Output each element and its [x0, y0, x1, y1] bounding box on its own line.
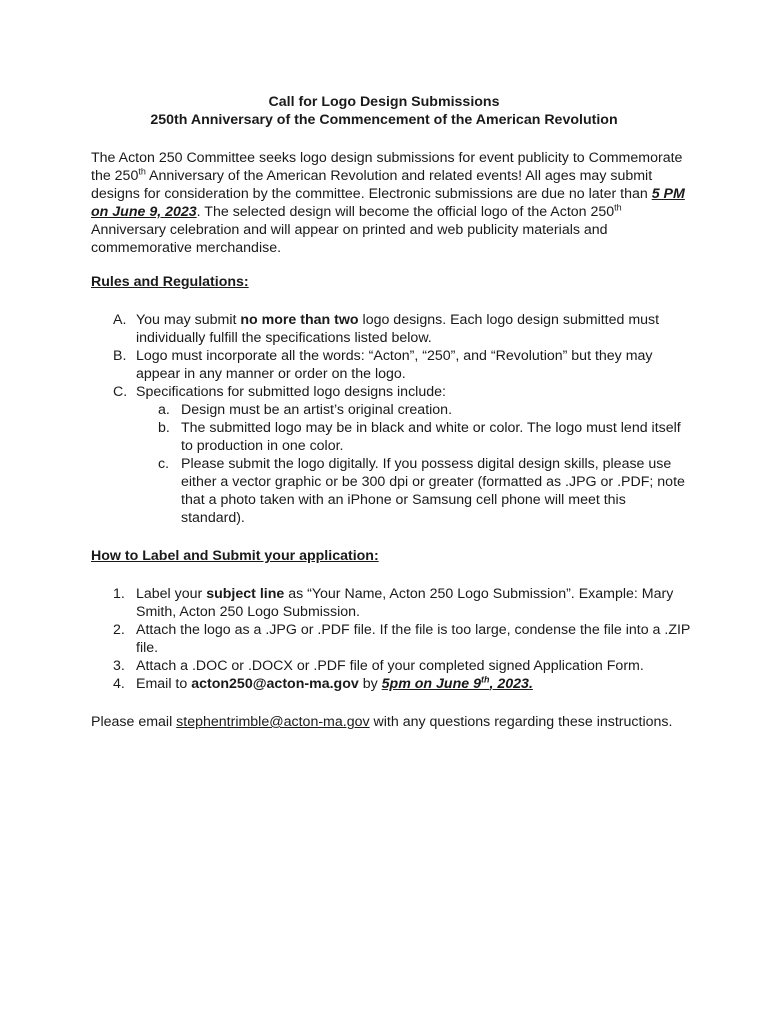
step-4-text-1: Email to: [136, 676, 192, 692]
specifications-list: [136, 401, 691, 527]
spec-marker: a.: [158, 402, 170, 418]
intro-text-3: . The selected design will become the official logo of the Acton 250: [196, 204, 615, 220]
closing-text-2: with any questions regarding these instructions.: [369, 714, 673, 730]
rule-a-bold: no more than two: [240, 312, 359, 328]
rule-marker-b: B.: [113, 348, 127, 364]
intro-sup-2: th: [614, 202, 622, 213]
step-1-bold: subject line: [206, 586, 285, 602]
rules-heading: Rules and Regulations:: [91, 274, 249, 290]
step-3-text: Attach a .DOC or .DOCX or .PDF file of your completed signed Application Form.: [136, 658, 644, 674]
step-2-text: Attach the logo as a .JPG or .PDF file. If the file is too large, condense the file into a .ZIP file.: [136, 622, 691, 656]
closing-text-1: Please email: [91, 714, 177, 730]
rule-marker-a: A.: [113, 312, 127, 328]
intro-text-2: Anniversary of the American Revolution and related events! All ages may submit designs for consideration by the committee. Electronic submissions are due no later than: [91, 168, 653, 202]
closing-paragraph: [91, 713, 691, 731]
step-marker-4: 4.: [113, 676, 125, 692]
step-item-1: [91, 585, 691, 621]
spec-marker: b.: [158, 420, 170, 436]
intro-text-4: Anniversary celebration and will appear on printed and web publicity materials and commemorative merchandise.: [91, 222, 608, 256]
rule-a-text-2: logo designs. Each logo design submitted must individually fulfill the specifications listed below.: [136, 312, 660, 346]
step-item-3: [91, 657, 691, 675]
step-4-text-2: by: [358, 676, 382, 692]
step-marker-2: 2.: [113, 622, 125, 638]
step-marker-1: 1.: [113, 586, 125, 602]
rule-b-text: Logo must incorporate all the words: “Acton”, “250”, and “Revolution” but they may appear in any manner or order on the logo.: [136, 348, 653, 382]
step-marker-3: 3.: [113, 658, 125, 674]
intro-text-1: The Acton 250 Committee seeks logo design submissions for event publicity to Commemorate the 250: [91, 150, 683, 184]
spec-item: [91, 455, 691, 527]
spec-text: Design must be an artist’s original creation.: [181, 402, 453, 418]
contact-email-link[interactable]: stephentrimble@acton-ma.gov: [176, 714, 370, 730]
spec-text: Please submit the logo digitally. If you possess digital design skills, please use either a vector graphic or be 300 dpi or greater (formatted as .JPG or .PDF; note that a photo taken with an iPhone or Samsung cell phone will meet this standard).: [181, 456, 685, 526]
rule-c-text: Specifications for submitted logo designs include:: [136, 384, 446, 400]
step-4-due-date: [382, 676, 533, 692]
step-1-text-2: as “Your Name, Acton 250 Logo Submission”. Example: Mary Smith, Acton 250 Logo Submission.: [136, 586, 674, 620]
rule-item-a: [91, 311, 691, 347]
rule-marker-c: C.: [113, 384, 128, 400]
document-subtitle: 250th Anniversary of the Commencement of the American Revolution: [150, 112, 618, 128]
spec-marker: c.: [158, 456, 170, 472]
intro-sup-1: th: [138, 166, 146, 177]
step-item-4: [91, 675, 691, 693]
rule-item-c: [91, 383, 691, 527]
step-item-2: [91, 621, 691, 657]
submit-steps-list: [91, 585, 691, 693]
rules-list: [91, 311, 691, 527]
spec-text: The submitted logo may be in black and white or color. The logo must lend itself to production in one color.: [181, 420, 681, 454]
submit-heading: How to Label and Submit your application:: [91, 548, 379, 564]
rule-item-b: [91, 347, 691, 383]
due-date: 5 PM on June 9, 2023: [91, 186, 685, 220]
spec-item: [91, 401, 691, 419]
step-4-due-sup: th: [481, 674, 490, 685]
step-4-due-date-text: 5pm on June 9: [381, 676, 481, 692]
title-block: [89, 93, 679, 129]
document-body: [91, 93, 691, 731]
intro-paragraph: [91, 149, 691, 257]
step-1-text-1: Label your: [136, 586, 207, 602]
submission-email-link[interactable]: acton250@acton-ma.gov: [191, 676, 359, 692]
rule-a-text-1: You may submit: [136, 312, 241, 328]
step-4-due-year: , 2023.: [489, 676, 533, 692]
spec-item: [91, 419, 691, 455]
document-title: Call for Logo Design Submissions: [268, 94, 500, 110]
